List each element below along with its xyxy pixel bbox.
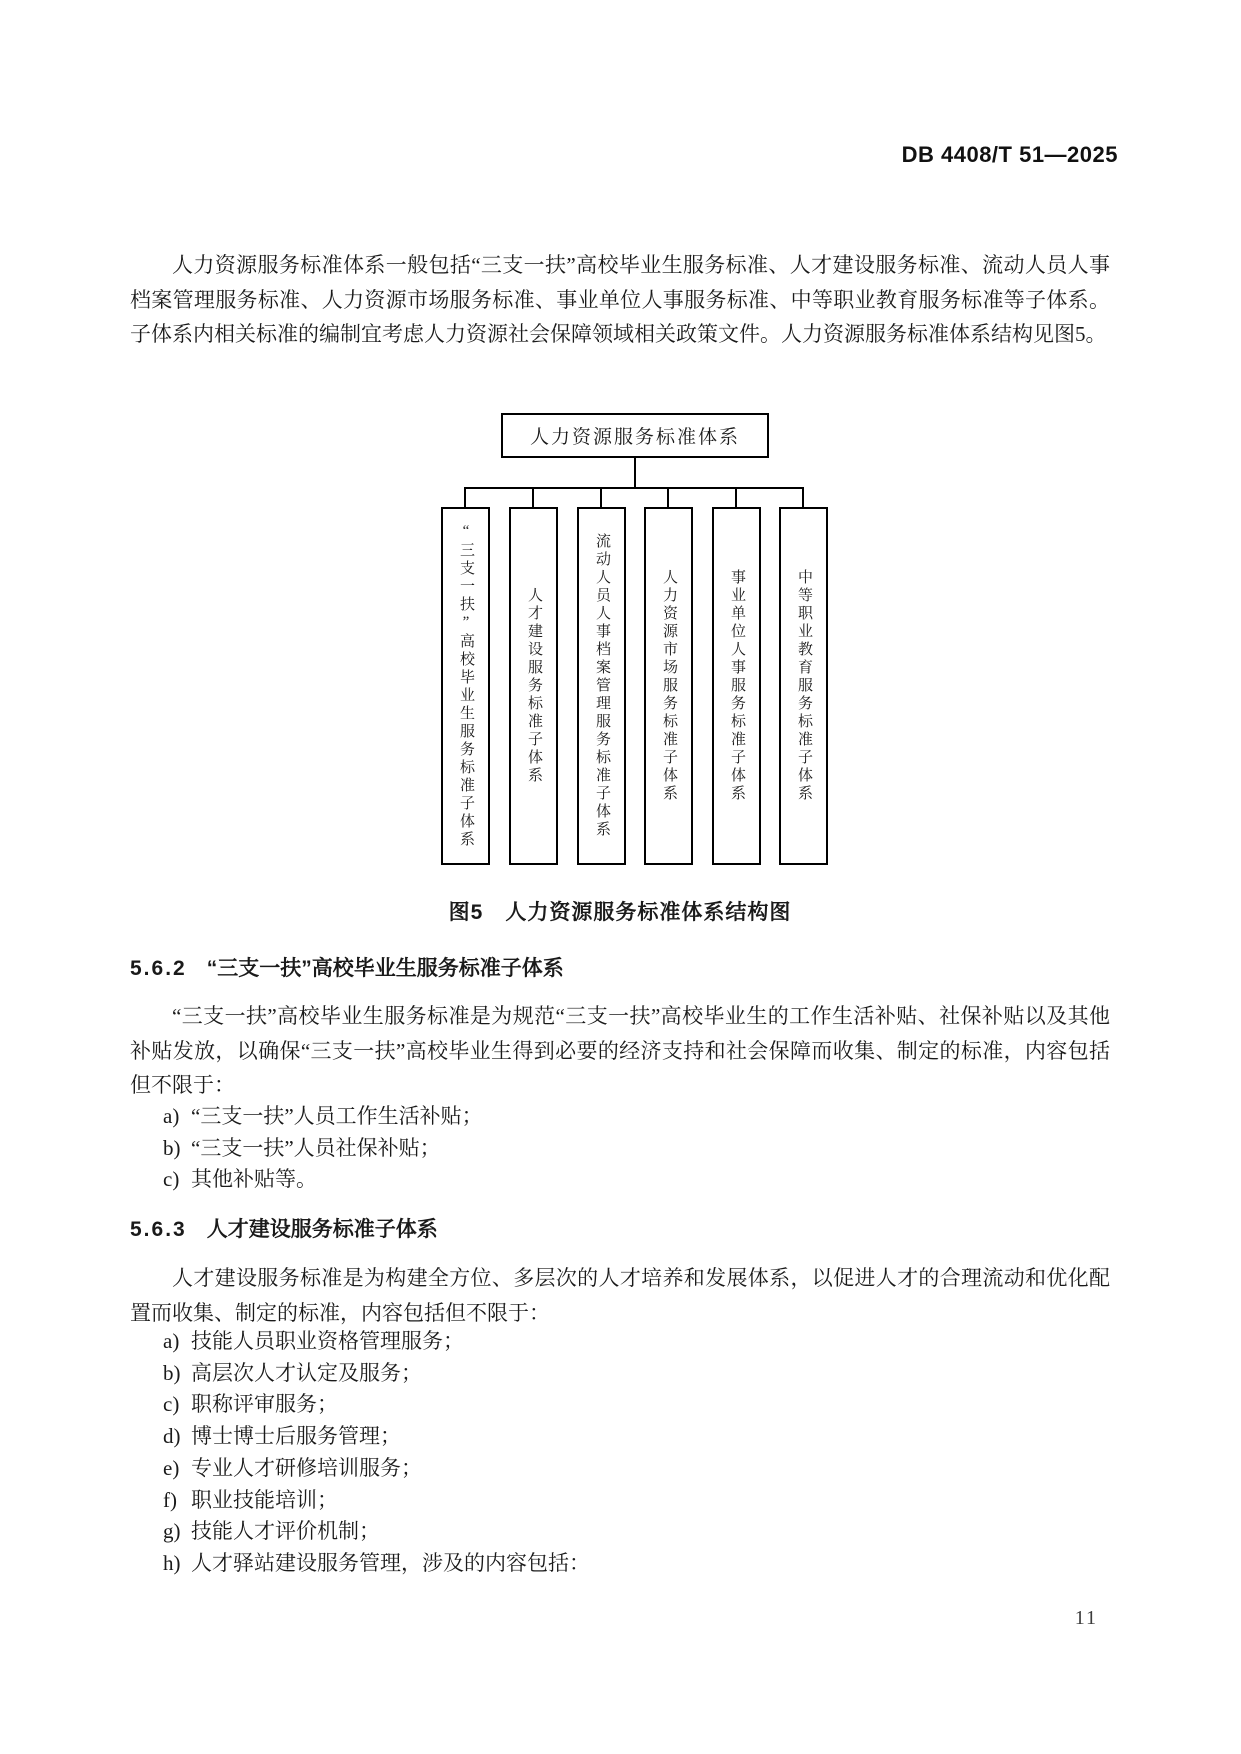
connector-drop [735,489,737,508]
section-title: 人才建设服务标准子体系 [206,1218,438,1241]
diagram-child-box-sanzhiyifu: “三支一扶”高校毕业生服务标准子体系 [441,507,490,865]
figure-5-caption: 图5 人力资源服务标准体系结构图 [448,901,792,924]
diagram-child-box-rencai-jianshe: 人才建设服务标准子体系 [509,507,558,865]
list-item: c) 职称评审服务； [163,1392,338,1417]
section-title: “三支一扶”高校毕业生服务标准子体系 [206,957,564,980]
list-item: h) 人才驿站建设服务管理，涉及的内容包括： [163,1550,590,1575]
connector-drop [600,489,602,508]
list-item: g) 技能人才评价机制； [163,1519,380,1544]
list-item: b) 高层次人才认定及服务； [163,1360,422,1385]
diagram-root-box: 人力资源服务标准体系 [501,413,769,458]
connector-horizontal-bar [464,487,804,489]
document-number: DB 4408/T 51—2025 [901,142,1118,167]
section-562-list [130,1101,1110,1196]
diagram-child-box-liudong-renyuan: 流动人员人事档案管理服务标准子体系 [577,507,626,865]
diagram-child-box-zhongdeng-zhiye: 中等职业教育服务标准子体系 [779,507,828,865]
list-item: e) 专业人才研修培训服务； [163,1455,422,1480]
list-item: c) 其他补贴等。 [163,1167,317,1192]
list-item: a) 技能人员职业资格管理服务； [163,1329,464,1353]
list-item: d) 博士博士后服务管理； [163,1424,401,1449]
connector-drop [464,489,466,508]
list-item: b) “三支一扶”人员社保补贴； [163,1135,441,1160]
list-item: f) 职业技能培训； [163,1487,338,1512]
connector-drop [667,489,669,508]
connector-drop [532,489,534,508]
section-heading-562 [130,952,1110,982]
list-item: a) “三支一扶”人员工作生活补贴； [163,1104,483,1128]
section-number: 5.6.2 [130,957,187,980]
section-563-list [130,1326,1110,1580]
page-number: 11 [1074,1607,1098,1629]
connector-trunk [634,458,636,489]
section-562-paragraph: “三支一扶”高校毕业生服务标准是为规范“三支一扶”高校毕业生的工作生活补贴、社保补贴以及其他补贴发放，以确保“三支一扶”高校毕业生得到必要的经济支持和社会保障而收集、制定的标准，内容包括但不限于： [130,1004,1110,1097]
section-563-paragraph: 人才建设服务标准是为构建全方位、多层次的人才培养和发展体系，以促进人才的合理流动和优化配置而收集、制定的标准，内容包括但不限于： [130,1266,1110,1325]
section-heading-563 [130,1213,1110,1243]
diagram-child-box-renli-shichang: 人力资源市场服务标准子体系 [644,507,693,865]
diagram-child-box-shiye-danwei: 事业单位人事服务标准子体系 [712,507,761,865]
intro-paragraph: 人力资源服务标准体系一般包括“三支一扶”高校毕业生服务标准、人才建设服务标准、流动人员人事档案管理服务标准、人力资源市场服务标准、事业单位人事服务标准、中等职业教育服务标准等子体系。子体系内相关标准的编制宜考虑人力资源社会保障领域相关政策文件。人力资源服务标准体系结构见图5。 [130,253,1110,346]
section-number: 5.6.3 [130,1218,187,1241]
connector-drop [802,489,804,508]
